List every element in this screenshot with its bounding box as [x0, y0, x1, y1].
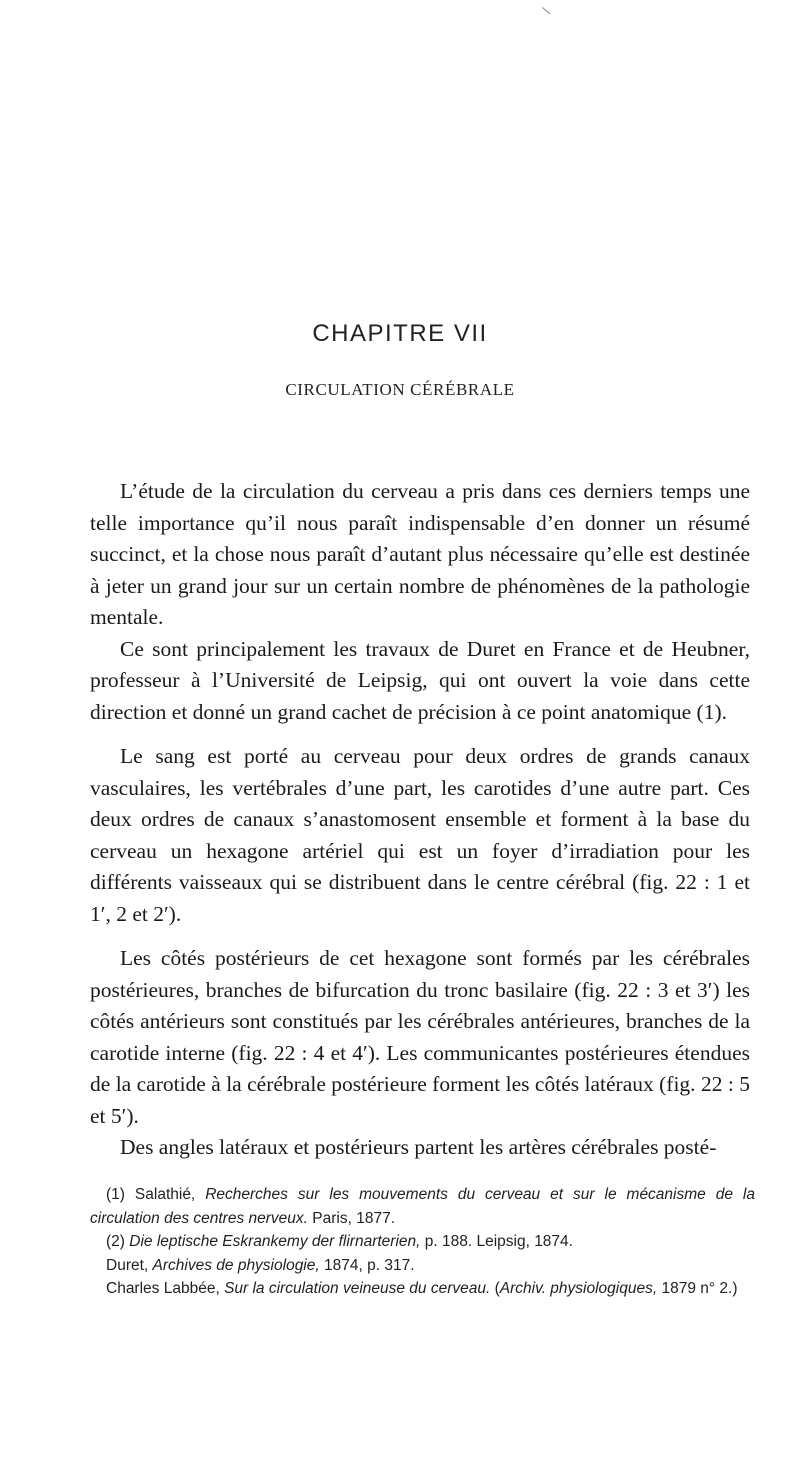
- section-title: CIRCULATION CÉRÉBRALE: [285, 380, 515, 399]
- footnote-3-author: Duret,: [106, 1256, 149, 1274]
- footnote-3-title: Archives de physiologie,: [152, 1256, 320, 1274]
- footnote-1-author: Salathié,: [134, 1186, 196, 1203]
- footnote-4-title: Sur la circulation veineuse du cerveau.: [224, 1280, 491, 1297]
- footnote-4: [90, 1277, 755, 1301]
- footnote-3-rest: 1874, p. 317.: [324, 1256, 415, 1274]
- footnote-4-author: Charles Labbée,: [106, 1280, 220, 1297]
- footnote-2-title: Die leptische Eskrankemy der flirnarterien,: [129, 1233, 421, 1250]
- footnote-3: [90, 1254, 755, 1278]
- footnote-1-title: Recherches sur les mouvements du cerveau et sur le mécanisme de la circulation des centres nerveux.: [90, 1186, 755, 1227]
- body-text: [90, 476, 750, 1164]
- paragraph-3: Le sang est porté au cerveau pour deux ordres de grands canaux vasculaires, les vertébrales d’une part, les carotides d’une autre part. Ces deux ordres de canaux s’anastomosent ensemble et forment à la base du cerveau un hexagone artériel qui est un foyer d’irradiation pour les différents vaisseaux qui se distribuent dans le centre cérébral (fig. 22 : 1 et 1′, 2 et 2′).: [90, 744, 750, 926]
- paragraph-5: Des angles latéraux et postérieurs partent les artères cérébrales posté-: [120, 1135, 717, 1159]
- footnote-2-mark: (2): [106, 1233, 125, 1250]
- footnote-2: [90, 1230, 755, 1254]
- corner-mark: \: [541, 4, 553, 20]
- footnote-1-mark: (1): [106, 1186, 125, 1203]
- footnote-4-journal: Archiv. physiologiques,: [499, 1280, 658, 1297]
- paragraph-4: Les côtés postérieurs de cet hexagone sont formés par les cérébrales postérieures, branches de bifurcation du tronc basilaire (fig. 22 : 3 et 3′) les côtés antérieurs sont constitués par les cérébrales antérieures, branches de la carotide interne (fig. 22 : 4 et 4′). Les communicantes postérieures étendues de la carotide à la cérébrale postérieure forment les côtés latéraux (fig. 22 : 5 et 5′).: [90, 946, 750, 1128]
- chapter-title: CHAPITRE VII: [312, 320, 488, 347]
- footnote-1: [90, 1183, 755, 1230]
- footnote-4-paren: (: [494, 1280, 500, 1297]
- paragraph-2: Ce sont principalement les travaux de Duret en France et de Heubner, professeur à l’Université de Leipsig, qui ont ouvert la voie dans cette direction et donné un grand cachet de précision à ce point anatomique (1).: [90, 636, 750, 724]
- footnote-1-rest: Paris, 1877.: [312, 1209, 395, 1227]
- footnotes: [90, 1183, 755, 1301]
- footnote-4-rest: 1879 n° 2.): [661, 1280, 738, 1297]
- paragraph-1: L’étude de la circulation du cerveau a pris dans ces derniers temps une telle importance qu’il nous paraît indispensable d’en donner un résumé succinct, et la chose nous paraît d’autant plus nécessaire qu’elle est destinée à jeter un grand jour sur un certain nombre de phénomènes de la pathologie mentale.: [90, 479, 750, 629]
- footnote-2-rest: p. 188. Leipsig, 1874.: [424, 1233, 573, 1250]
